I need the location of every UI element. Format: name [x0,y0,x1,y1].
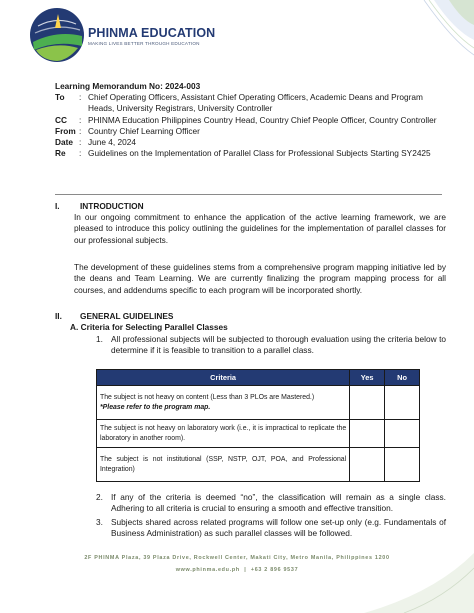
section-2-title: GENERAL GUIDELINES [80,311,174,321]
re-colon: : [79,148,82,159]
brand-name: PHINMA EDUCATION [88,26,216,40]
table-row [97,420,420,448]
yes-header: Yes [350,370,385,386]
footer-separator: | [244,567,247,573]
item-2-number: 2. [96,492,103,502]
criteria-text: The subject is not heavy on laboratory work (i.e., it is impractical to replicate the laboratory in another room). [100,425,347,442]
section-2-heading [55,311,173,322]
memo-re-row [55,148,445,159]
guideline-item-3 [96,517,446,540]
criteria-cell [97,420,350,448]
table-row [97,386,420,420]
section-1-heading [55,201,144,212]
memo-cc-row [55,115,445,126]
no-checkbox-cell[interactable] [385,386,420,420]
item-1-text: All professional subjects will be subjected to thorough evaluation using the criteria below to determine if it is feasible to transition to a parallel class. [111,334,446,356]
guideline-item-1 [96,334,446,357]
footer-wave-decoration-icon [324,553,474,613]
no-header: No [385,370,420,386]
intro-paragraph-1: In our ongoing commitment to enhance the application of the active learning framework, we are pleased to introduce this policy outlining the guidelines for the implementation of parallel classes for our professional subjects. [74,212,446,245]
date-label: Date [55,137,73,148]
cc-label: CC [55,114,67,125]
criteria-cell [97,448,350,482]
memo-header [55,81,445,159]
date-value: June 4, 2024 [88,137,136,148]
from-colon: : [79,125,82,136]
yes-checkbox-cell[interactable] [350,420,385,448]
to-value: Chief Operating Officers, Assistant Chief Operating Officers, Academic Deans and Program Heads, University Registrars, University Controller [88,92,423,114]
intro-paragraph-2: The development of these guidelines stems from a comprehensive program mapping initiative led by the deans and Team Learning. We are currently finalizing the program mapping process for all courses, and addendums specific to each program will be incorporated shortly. [74,262,446,295]
memo-date-row [55,137,445,148]
section-2-number: II. [55,311,62,321]
cc-value: PHINMA Education Philippines Country Head, Country Chief People Officer, Country Controller [88,114,437,125]
section-1-number: I. [55,201,60,211]
guideline-item-2 [96,492,446,515]
from-label: From [55,125,76,136]
no-checkbox-cell[interactable] [385,420,420,448]
phinma-logo-icon [28,6,86,64]
to-label: To [55,92,65,103]
criteria-header: Criteria [97,370,350,386]
criteria-text: The subject is not heavy on content (Less than 3 PLOs are Mastered.) [100,394,315,402]
footer-website-link[interactable]: www.phinma.edu.ph [175,567,240,573]
brand-block [88,26,215,46]
to-colon: : [79,92,82,103]
date-colon: : [79,137,82,148]
cc-colon: : [79,114,82,125]
memo-to-row [55,92,445,114]
brand-tagline: MAKING LIVES BETTER THROUGH EDUCATION [88,41,200,46]
item-3-text: Subjects shared across related programs will follow one set-up only (e.g. Fundamentals of Business Administration) as such parallel classes will be followed. [111,517,446,539]
criteria-note: *Please refer to the program map. [100,403,211,411]
item-1-number: 1. [96,334,103,344]
from-value: Country Chief Learning Officer [88,125,200,136]
criteria-table [96,369,420,482]
re-value: Guidelines on the Implementation of Parallel Class for Professional Subjects Starting SY2425 [88,148,431,159]
memo-from-row [55,126,445,137]
memo-title: Learning Memorandum No: 2024-003 [55,81,201,91]
yes-checkbox-cell[interactable] [350,448,385,482]
re-label: Re [55,148,66,159]
table-row [97,448,420,482]
footer-contact [0,567,474,573]
criteria-table-header-row [97,370,420,386]
footer-phone: +63 2 896 9537 [250,567,299,573]
corner-decoration-icon [414,0,474,70]
footer-address: 2F PHINMA Plaza, 39 Plaza Drive, Rockwell Center, Makati City, Metro Manila, Philippines 1200 [84,555,390,561]
no-checkbox-cell[interactable] [385,448,420,482]
criteria-text: The subject is not institutional (SSP, NSTP, OJT, POA, and Professional Integration) [100,456,347,473]
header-divider [55,194,442,195]
criteria-cell [97,386,350,420]
item-3-number: 3. [96,517,103,527]
section-1-title: INTRODUCTION [80,201,144,211]
yes-checkbox-cell[interactable] [350,386,385,420]
item-2-text: If any of the criteria is deemed “no”, the classification will remain as a single class. Adhering to all criteria is crucial to ensuring a smooth and effective transition. [111,492,446,514]
subsection-a-title: A. Criteria for Selecting Parallel Classes [70,322,228,332]
